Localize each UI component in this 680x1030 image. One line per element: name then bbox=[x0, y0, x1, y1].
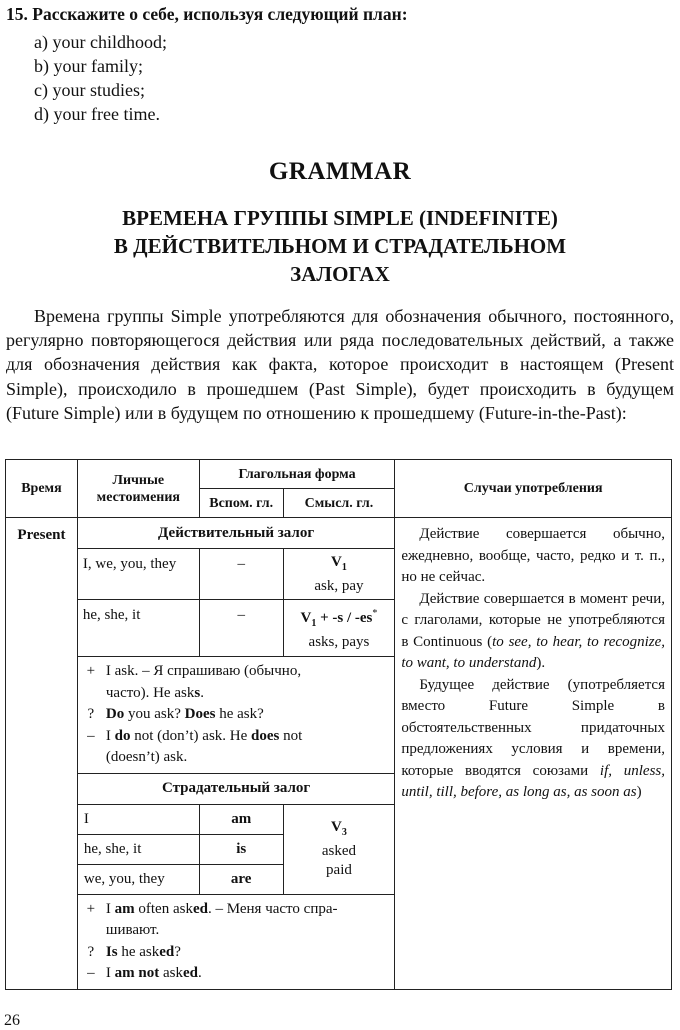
aux-cell: am bbox=[199, 804, 283, 834]
time-cell: Present bbox=[6, 518, 78, 990]
header-pronouns: Личные местоимения bbox=[77, 460, 199, 518]
section-title bbox=[20, 204, 660, 288]
plan-item: d) your free time. bbox=[34, 104, 160, 124]
header-aux: Вспом. гл. bbox=[199, 489, 283, 518]
section-title-line: В ДЕЙСТВИТЕЛЬНОМ И СТРАДАТЕЛЬНОМ bbox=[113, 234, 567, 258]
aux-cell: – bbox=[199, 600, 283, 657]
aux-cell: are bbox=[199, 864, 283, 894]
plan-list bbox=[34, 30, 674, 126]
pronoun-cell: he, she, it bbox=[77, 600, 199, 657]
pronoun-cell: we, you, they bbox=[77, 864, 199, 894]
usage-p3: Будущее действие (употребляется вместо Future Simple в обстоятельственных придаточных предложениях условия и времени, которые вводятся союзами if, unless, until, till, before, as long as, as soon as) bbox=[401, 676, 665, 800]
intro-paragraph bbox=[6, 304, 674, 425]
usage-p1: Действие совершается обычно, ежедневно, вообще, часто, редко и т. п., но не сейчас. bbox=[401, 526, 665, 585]
exercise-15 bbox=[6, 2, 674, 126]
plan-item: c) your studies; bbox=[34, 80, 145, 100]
usage-cell bbox=[395, 518, 672, 990]
section-title-line: ВРЕМЕНА ГРУППЫ SIMPLE (INDEFINITE) bbox=[122, 206, 558, 230]
aux-cell: is bbox=[199, 834, 283, 864]
plan-item: a) your childhood; bbox=[34, 32, 167, 52]
grammar-table bbox=[5, 459, 672, 990]
grammar-title: GRAMMAR bbox=[268, 158, 412, 185]
exercise-heading: 15. Расскажите о себе, используя следующий план: bbox=[6, 4, 408, 24]
active-examples: + I ask. – Я спрашиваю (обычно, часто). He asks. ? Do you ask? Does he ask? – I do not (don’t) ask. He does not (doesn’t) ask. bbox=[77, 657, 394, 774]
pronoun-cell: I bbox=[77, 804, 199, 834]
pronoun-cell: he, she, it bbox=[77, 834, 199, 864]
plan-item: b) your family; bbox=[34, 56, 143, 76]
passive-examples: + I am often asked. – Меня часто спра- шивают. ? Is he asked? – I am not asked. bbox=[77, 894, 394, 989]
pronoun-cell: I, we, you, they bbox=[77, 549, 199, 600]
passive-voice-label: Страдательный залог bbox=[77, 773, 394, 804]
page-number: 26 bbox=[4, 1012, 20, 1029]
aux-cell: – bbox=[199, 549, 283, 600]
active-voice-label: Действительный залог bbox=[77, 518, 394, 549]
section-title-line: ЗАЛОГАХ bbox=[290, 262, 390, 286]
header-usage: Случаи употребления bbox=[395, 460, 672, 518]
header-verb-form: Глагольная форма bbox=[199, 460, 395, 489]
intro-text: Времена группы Simple употребляются для обозначения обычного, постоянного, регулярно повторяющегося действия или ряда последовательных действий, а также для обозначения действия как факта, которое происходит в настоящем (Present Simple), происходило в прошедшем (Past Simple), будет происходить в будущем (Future Simple) или в будущем по отношению к прошедшему (Future-in-the-Past): bbox=[6, 306, 674, 423]
main-verb-cell: $V_1 + -s / -es^*$ asks, pays bbox=[283, 600, 395, 657]
header-main: Смысл. гл. bbox=[283, 489, 395, 518]
passive-main-verb-cell: $V_3$ asked paid bbox=[283, 804, 395, 894]
usage-p2: Действие совершается в момент речи, с глаголами, которые не употребляются в Continuous (to see, to hear, to recognize, to want, to understand). bbox=[401, 590, 665, 671]
header-time: Время bbox=[6, 460, 78, 518]
main-verb-cell: $V_1$ ask, pay bbox=[283, 549, 395, 600]
